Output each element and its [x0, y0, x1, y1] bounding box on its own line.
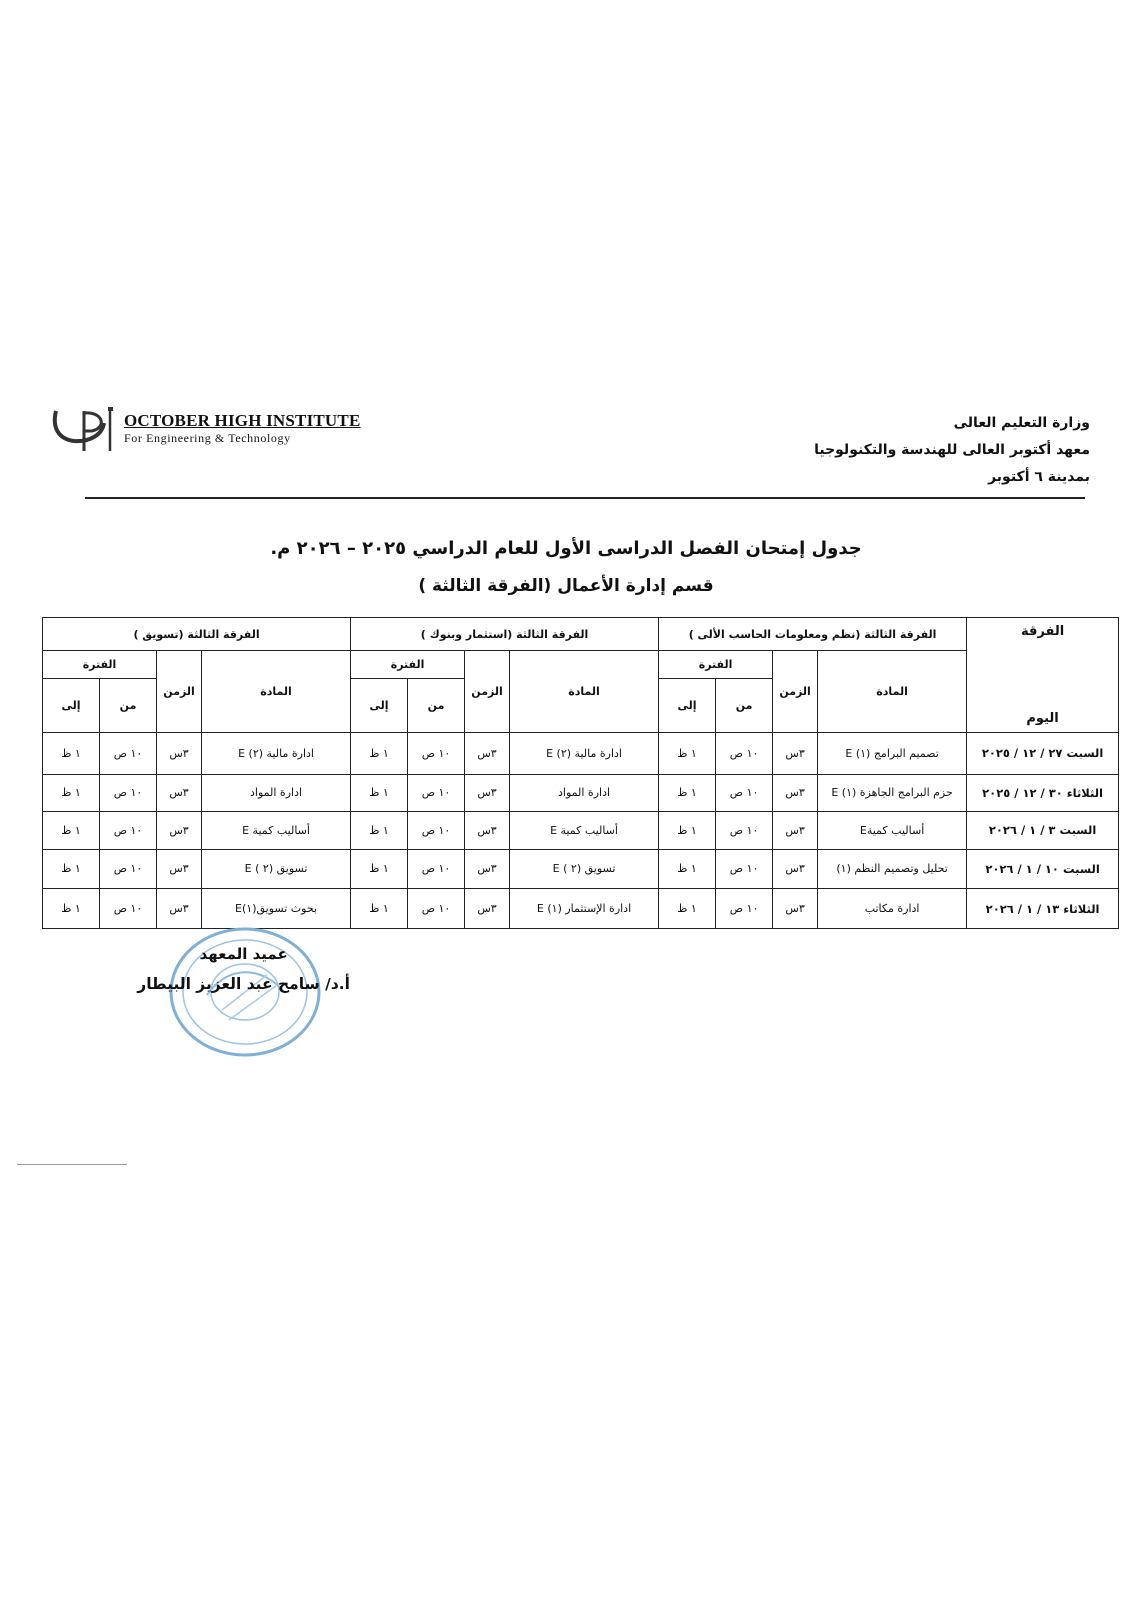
group-header-row: [43, 618, 1119, 651]
group-header-marketing: الفرقة الثالثة (تسويق ): [43, 618, 351, 651]
subject-cell: أساليب كمية E: [202, 812, 351, 850]
time-cell: ٣س: [773, 774, 818, 812]
to-cell: ١ ظ: [659, 774, 716, 812]
dean-name: أ.د/ سامح عبد العزيز البيطار: [137, 975, 350, 993]
subheader-row-1: [43, 651, 1119, 678]
to-cell: ١ ظ: [351, 889, 408, 929]
logo-title: OCTOBER HIGH INSTITUTE: [124, 411, 361, 430]
corner-cell: [967, 618, 1119, 733]
from-cell: ١٠ ص: [100, 889, 157, 929]
time-cell: ٣س: [773, 849, 818, 889]
to-cell: ١ ظ: [659, 889, 716, 929]
subject-cell: ادارة الإستثمار (١) E: [510, 889, 659, 929]
table-row: [43, 774, 1119, 812]
from-header: من: [100, 678, 157, 732]
subject-cell: حزم البرامج الجاهزة (١) E: [818, 774, 967, 812]
to-header: إلى: [351, 678, 408, 732]
institute-logo-icon: [50, 405, 122, 455]
to-cell: ١ ظ: [43, 849, 100, 889]
table-row: [43, 849, 1119, 889]
from-cell: ١٠ ص: [408, 849, 465, 889]
footer-mark: [17, 1164, 127, 1165]
subject-cell: أساليب كميةE: [818, 812, 967, 850]
from-cell: ١٠ ص: [100, 732, 157, 774]
to-cell: ١ ظ: [351, 812, 408, 850]
from-cell: ١٠ ص: [716, 732, 773, 774]
time-header: الزمن: [157, 651, 202, 732]
time-cell: ٣س: [465, 849, 510, 889]
corner-group-label: الفرقة: [1020, 624, 1065, 639]
subject-cell: ادارة مالية (٢) E: [510, 732, 659, 774]
institute-logo: [50, 405, 370, 455]
period-header: الفترة: [351, 651, 465, 678]
logo-subtitle: For Engineering & Technology: [124, 431, 291, 445]
time-header: الزمن: [773, 651, 818, 732]
group-header-systems: الفرقة الثالثة (نظم ومعلومات الحاسب الألى ): [659, 618, 967, 651]
subject-cell: بحوث تسويق(١)E: [202, 889, 351, 929]
from-cell: ١٠ ص: [716, 849, 773, 889]
exam-day: السبت ٣ / ١ / ٢٠٢٦: [967, 812, 1119, 850]
subject-cell: ادارة مكاتب: [818, 889, 967, 929]
to-cell: ١ ظ: [659, 732, 716, 774]
to-cell: ١ ظ: [43, 732, 100, 774]
from-cell: ١٠ ص: [100, 812, 157, 850]
from-cell: ١٠ ص: [408, 889, 465, 929]
subject-cell: تصميم البرامج (١) E: [818, 732, 967, 774]
from-cell: ١٠ ص: [716, 812, 773, 850]
period-header: الفترة: [43, 651, 157, 678]
subject-cell: ادارة المواد: [202, 774, 351, 812]
time-cell: ٣س: [465, 774, 510, 812]
table-row: [43, 812, 1119, 850]
signature-block: [137, 945, 350, 993]
subject-header: المادة: [818, 651, 967, 732]
from-cell: ١٠ ص: [408, 812, 465, 850]
time-cell: ٣س: [157, 889, 202, 929]
to-cell: ١ ظ: [351, 732, 408, 774]
time-cell: ٣س: [773, 812, 818, 850]
subject-cell: تحليل وتصميم النظم (١): [818, 849, 967, 889]
to-cell: ١ ظ: [351, 849, 408, 889]
institute-city: بمدينة ٦ أكتوبر: [988, 469, 1090, 485]
time-cell: ٣س: [157, 849, 202, 889]
subject-cell: ادارة المواد: [510, 774, 659, 812]
to-header: إلى: [43, 678, 100, 732]
time-cell: ٣س: [773, 889, 818, 929]
exam-day: السبت ١٠ / ١ / ٢٠٢٦: [967, 849, 1119, 889]
to-cell: ١ ظ: [43, 774, 100, 812]
from-cell: ١٠ ص: [408, 774, 465, 812]
time-cell: ٣س: [773, 732, 818, 774]
time-header: الزمن: [465, 651, 510, 732]
subject-header: المادة: [202, 651, 351, 732]
to-cell: ١ ظ: [43, 889, 100, 929]
subject-cell: تسويق (٢ ) E: [510, 849, 659, 889]
time-cell: ٣س: [465, 812, 510, 850]
exam-day: الثلاثاء ١٣ / ١ / ٢٠٢٦: [967, 889, 1119, 929]
table-row: [43, 732, 1119, 774]
department-title: قسم إدارة الأعمال (الفرقة الثالثة ): [418, 576, 714, 596]
exam-day: الثلاثاء ٣٠ / ١٢ / ٢٠٢٥: [967, 774, 1119, 812]
time-cell: ٣س: [157, 812, 202, 850]
time-cell: ٣س: [465, 732, 510, 774]
to-cell: ١ ظ: [659, 812, 716, 850]
time-cell: ٣س: [157, 732, 202, 774]
from-header: من: [408, 678, 465, 732]
from-header: من: [716, 678, 773, 732]
from-cell: ١٠ ص: [408, 732, 465, 774]
document-title: جدول إمتحان الفصل الدراسى الأول للعام الدراسي ٢٠٢٥ – ٢٠٢٦ م.: [270, 538, 862, 559]
to-cell: ١ ظ: [351, 774, 408, 812]
organization-header: [814, 410, 1090, 491]
from-cell: ١٠ ص: [100, 774, 157, 812]
subject-cell: تسويق (٢ ) E: [202, 849, 351, 889]
subject-cell: ادارة مالية (٢) E: [202, 732, 351, 774]
group-header-investment: الفرقة الثالثة (استثمار وبنوك ): [351, 618, 659, 651]
to-cell: ١ ظ: [659, 849, 716, 889]
period-header: الفترة: [659, 651, 773, 678]
from-cell: ١٠ ص: [716, 889, 773, 929]
to-header: إلى: [659, 678, 716, 732]
time-cell: ٣س: [465, 889, 510, 929]
exam-day: السبت ٢٧ / ١٢ / ٢٠٢٥: [967, 732, 1119, 774]
time-cell: ٣س: [157, 774, 202, 812]
to-cell: ١ ظ: [43, 812, 100, 850]
dean-title: عميد المعهد: [199, 945, 288, 963]
from-cell: ١٠ ص: [716, 774, 773, 812]
exam-schedule-table: [42, 617, 1119, 929]
corner-day-label: اليوم: [1026, 710, 1059, 726]
table-row: [43, 889, 1119, 929]
header-divider: [85, 497, 1085, 499]
from-cell: ١٠ ص: [100, 849, 157, 889]
subject-header: المادة: [510, 651, 659, 732]
subject-cell: أساليب كمية E: [510, 812, 659, 850]
institute-name: معهد أكتوبر العالى للهندسة والتكنولوجيا: [814, 442, 1090, 458]
ministry-name: وزارة التعليم العالى: [953, 415, 1090, 431]
